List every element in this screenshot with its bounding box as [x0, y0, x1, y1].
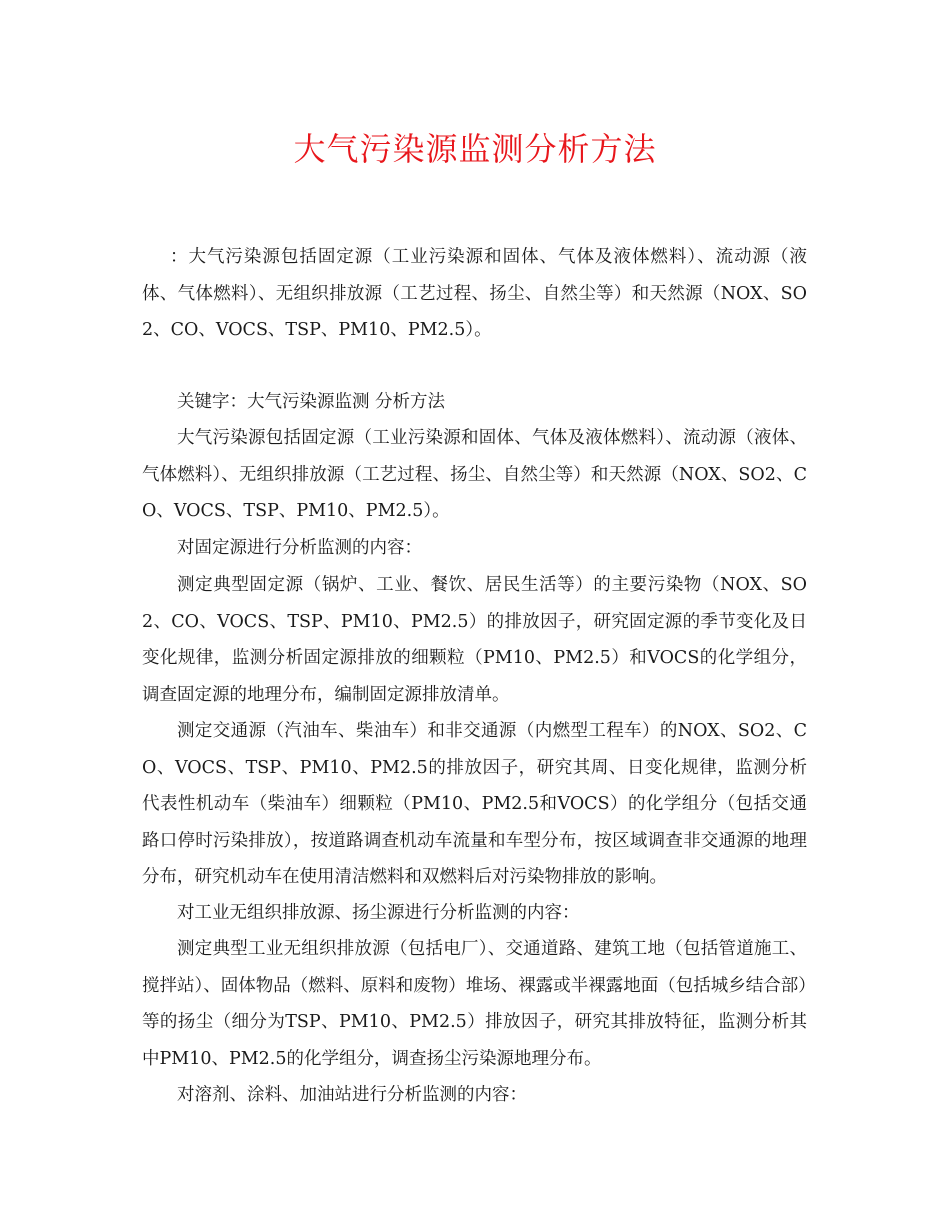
body-paragraph: 测定典型工业无组织排放源（包括电厂）、交通道路、建筑工地（包括管道施工、搅拌站）、固体物品（燃料、原料和废物）堆场、裸露或半裸露地面（包括城乡结合部）等的扬尘（细分为TSP、PM10、PM2.5）排放因子，研究其排放特征，监测分析其中PM10、PM2.5的化学组分，调查扬尘污染源地理分布。	[142, 939, 807, 1069]
section-heading-fugitive-sources: 对工业无组织排放源、扬尘源进行分析监测的内容：	[177, 903, 580, 923]
abstract-paragraph: ：大气污染源包括固定源（工业污染源和固体、气体及液体燃料）、流动源（液体、气体燃料）、无组织排放源（工艺过程、扬尘、自然尘等）和天然源（NOX、SO2、CO、VOCS、TSP、PM10、PM2.5）。	[142, 247, 807, 340]
section-heading-solvents: 对溶剂、涂料、加油站进行分析监测的内容：	[177, 1085, 527, 1105]
body-paragraph: 测定交通源（汽油车、柴油车）和非交通源（内燃型工程车）的NOX、SO2、CO、VOCS、TSP、PM10、PM2.5的排放因子，研究其周、日变化规律，监测分析代表性机动车（柴油车）细颗粒（PM10、PM2.5和VOCS）的化学组分（包括交通路口停时污染排放），按道路调查机动车流量和车型分布，按区域调查非交通源的地理分布，研究机动车在使用清洁燃料和双燃料后对污染物排放的影响。	[142, 721, 807, 887]
body-paragraph: 大气污染源包括固定源（工业污染源和固体、气体及液体燃料）、流动源（液体、气体燃料）、无组织排放源（工艺过程、扬尘、自然尘等）和天然源（NOX、SO2、CO、VOCS、TSP、PM10、PM2.5）。	[142, 428, 807, 521]
body-paragraph: 测定典型固定源（锅炉、工业、餐饮、居民生活等）的主要污染物（NOX、SO2、CO、VOCS、TSP、PM10、PM2.5）的排放因子，研究固定源的季节变化及日变化规律，监测分析固定源排放的细颗粒（PM10、PM2.5）和VOCS的化学组分，调查固定源的地理分布，编制固定源排放清单。	[142, 575, 807, 705]
document-title: 大气污染源监测分析方法	[293, 130, 657, 168]
section-heading-fixed-sources: 对固定源进行分析监测的内容：	[177, 538, 422, 558]
keywords-line: 关键字：大气污染源监测 分析方法	[177, 392, 446, 412]
